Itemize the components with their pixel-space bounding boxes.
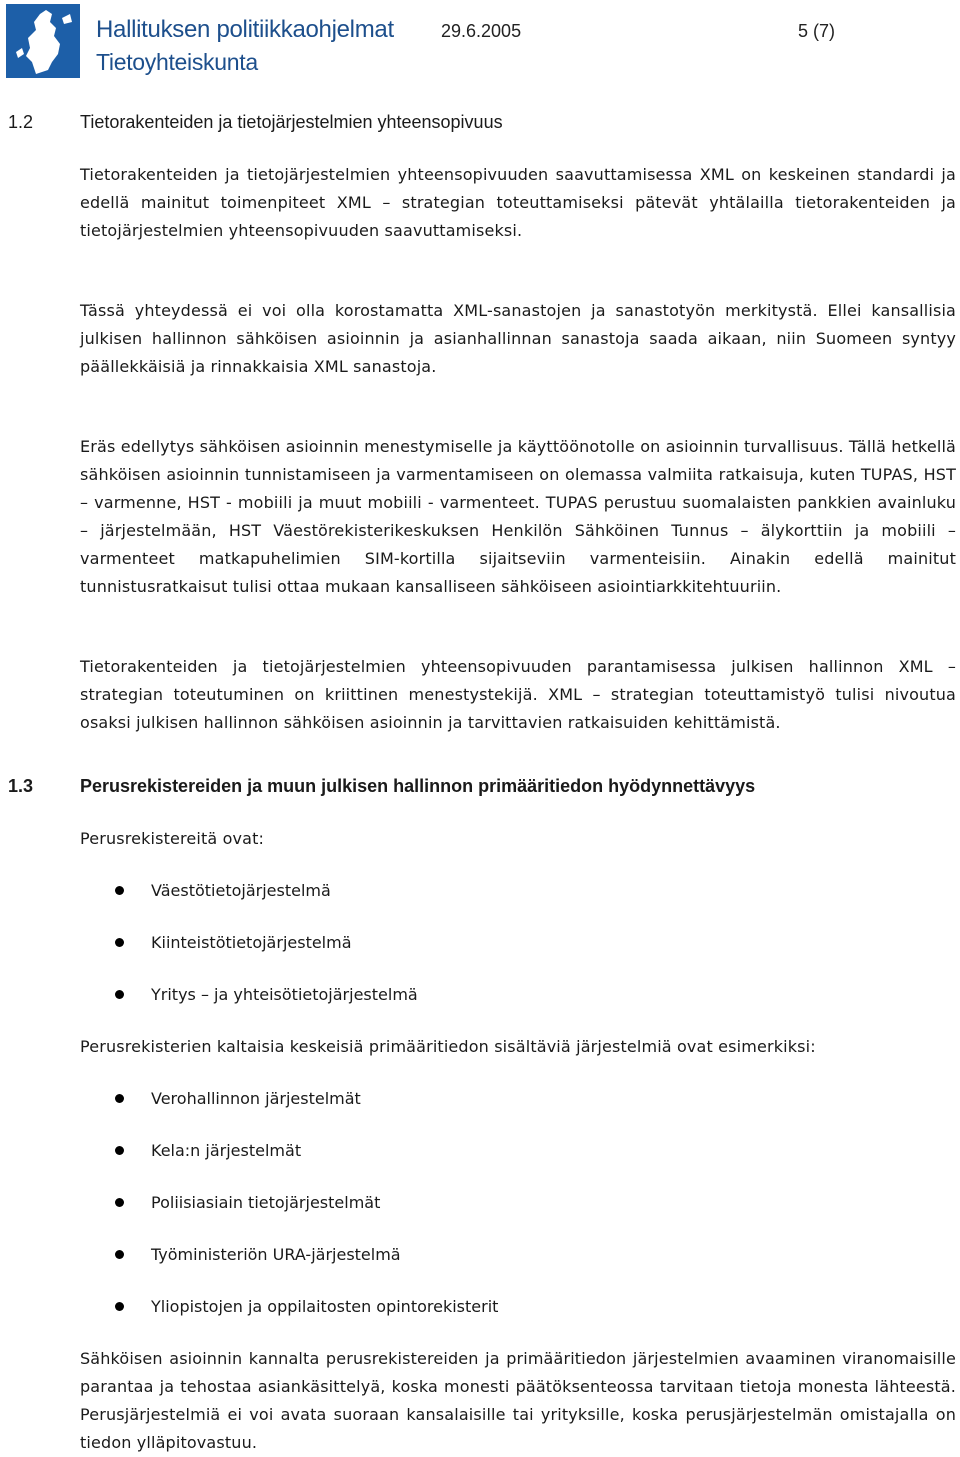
- bullet-icon: [115, 990, 124, 999]
- org-name: Hallituksen politiikkaohjelmat: [96, 16, 394, 43]
- bullet-icon: [115, 1146, 124, 1155]
- page-number: 5 (7): [798, 21, 836, 41]
- paragraph: Sähköisen asioinnin kannalta perusrekistereiden ja primääritiedon järjestelmien avaaminen viranomaisille parantaa ja tehostaa asiankäsittelyä, koska monesti päätöksenteossa tarvitaan tietoja monesta lähteestä. Perusjärjestelmiä ei voi avata suoraan kansalaisille tai yrityksille, koska perusjärjestelmän omistajalla on tiedon ylläpitovastuu.: [80, 1349, 956, 1452]
- section-title: Perusrekistereiden ja muun julkisen hallinnon primääritiedon hyödynnettävyys: [80, 776, 756, 796]
- paragraph: Tietorakenteiden ja tietojärjestelmien yhteensopivuuden parantamisessa julkisen hallinnon XML – strategian toteutuminen on kriittinen menestystekijä. XML – strategian toteuttamistyö tulisi nivoutua osaksi julkisen hallinnon sähköisen asioinnin ja tarvittavien ratkaisuiden kehittämistä.: [80, 657, 956, 732]
- bullet-icon: [115, 938, 124, 947]
- bullet-icon: [115, 1198, 124, 1207]
- section-number: 1.3: [8, 776, 34, 796]
- finland-map-logo-icon: [6, 4, 80, 78]
- paragraph: Tietorakenteiden ja tietojärjestelmien yhteensopivuuden saavuttamisessa XML on keskeinen standardi ja edellä mainitut toimenpiteet XML – strategian toteuttamiseksi pätevät yhtälailla tietorakenteiden ja tietojärjestelmien yhteensopivuuden saavuttamiseksi.: [80, 165, 956, 240]
- org-subtitle: Tietoyhteiskunta: [96, 49, 258, 75]
- bullet-icon: [115, 1250, 124, 1259]
- list-intro: Perusrekisterien kaltaisia keskeisiä primääritiedon sisältäviä järjestelmiä ovat esimerkiksi:: [80, 1037, 816, 1056]
- paragraph: Tässä yhteydessä ei voi olla korostamatta XML-sanastojen ja sanastotyön merkitystä. Ellei kansallisia julkisen hallinnon sähköisen asioinnin ja asianhallinnan sanastoja saada aikaan, niin Suomeen syntyy päällekkäisiä ja rinnakkaisia XML sanastoja.: [80, 301, 956, 376]
- bullet-icon: [115, 1302, 124, 1311]
- paragraph: Eräs edellytys sähköisen asioinnin menestymiselle ja käyttöönotolle on asioinnin turvallisuus. Tällä hetkellä sähköisen asioinnin tunnistamiseen ja varmentamiseen on olemassa valmiita ratkaisuja, kuten TUPAS, HST – varmenne, HST - mobiili ja muut mobiili - varmenteet. TUPAS perustuu suomalaisten pankkien avainluku – järjestelmään, HST Väestörekisterikeskuksen Henkilön Sähköinen Tunnus – älykorttiin ja mobiili – varmenteet matkapuhelimien SIM-kortilla sijaitseviin varmenteisiin. Ainakin edellä mainitut tunnistusratkaisut tulisi ottaa mukaan kansalliseen sähköiseen asiointiarkkitehtuuriin.: [80, 437, 956, 596]
- document-date: 29.6.2005: [441, 21, 522, 41]
- bullet-icon: [115, 1094, 124, 1103]
- section-title: Tietorakenteiden ja tietojärjestelmien yhteensopivuus: [80, 112, 503, 132]
- bullet-icon: [115, 886, 124, 895]
- list-intro: Perusrekistereitä ovat:: [80, 829, 265, 848]
- section-number: 1.2: [8, 112, 34, 132]
